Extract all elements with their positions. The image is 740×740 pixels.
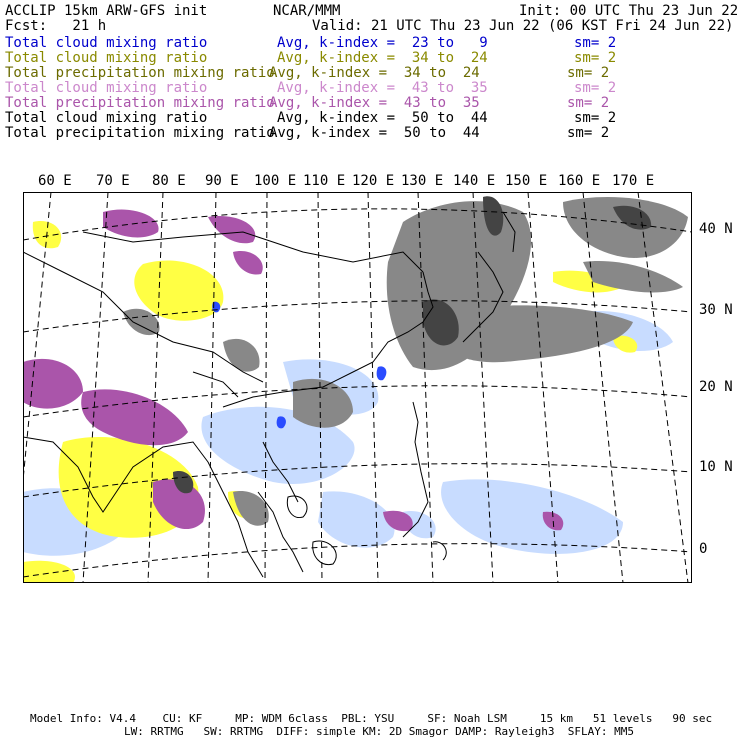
field-name: Total precipitation mixing ratio	[5, 125, 275, 141]
longitude-label: 110 E	[303, 173, 346, 189]
field-avg: Avg, k-index = 50 to 44	[277, 110, 488, 126]
longitude-label: 140 E	[453, 173, 496, 189]
longitude-label: 170 E	[612, 173, 655, 189]
field-name: Total cloud mixing ratio	[5, 80, 208, 96]
field-avg: Avg, k-index = 43 to 35	[277, 80, 488, 96]
field-name: Total cloud mixing ratio	[5, 110, 208, 126]
latitude-label: 0	[699, 541, 708, 557]
latitude-label: 20 N	[699, 379, 733, 395]
longitude-label: 160 E	[558, 173, 601, 189]
field-name: Total cloud mixing ratio	[5, 35, 208, 51]
forecast-hour: Fcst: 21 h	[5, 18, 107, 34]
longitude-label: 70 E	[96, 173, 130, 189]
valid-time: Valid: 21 UTC Thu 23 Jun 22 (06 KST Fri 24 Jun 22)	[312, 18, 734, 34]
model-info-line-1: Model Info: V4.4 CU: KF MP: WDM 6class PBL: YSU SF: Noah LSM 15 km 51 levels 90 sec	[30, 712, 713, 725]
latitude-label: 40 N	[699, 221, 733, 237]
longitude-label: 130 E	[401, 173, 444, 189]
longitude-label: 120 E	[352, 173, 395, 189]
field-sm: sm= 2	[574, 35, 617, 51]
longitude-label: 60 E	[38, 173, 72, 189]
init-time: Init: 00 UTC Thu 23 Jun 22	[519, 3, 739, 19]
latitude-label: 30 N	[699, 302, 733, 318]
organization-title: NCAR/MMM	[273, 3, 341, 19]
field-avg: Avg, k-index = 34 to 24	[269, 65, 480, 81]
field-sm: sm= 2	[574, 110, 617, 126]
longitude-label: 100 E	[254, 173, 297, 189]
longitude-label: 80 E	[152, 173, 186, 189]
field-name: Total precipitation mixing ratio	[5, 65, 275, 81]
longitude-label: 150 E	[505, 173, 548, 189]
field-avg: Avg, k-index = 50 to 44	[269, 125, 480, 141]
field-sm: sm= 2	[567, 65, 610, 81]
map-canvas	[23, 192, 692, 583]
field-name: Total precipitation mixing ratio	[5, 95, 275, 111]
forecast-map	[23, 192, 692, 583]
field-sm: sm= 2	[567, 95, 610, 111]
field-sm: sm= 2	[574, 50, 617, 66]
latitude-label: 10 N	[699, 459, 733, 475]
model-title: ACCLIP 15km ARW-GFS init	[5, 3, 208, 19]
model-info-line-2: LW: RRTMG SW: RRTMG DIFF: simple KM: 2D Smagor DAMP: Rayleigh3 SFLAY: MM5	[124, 725, 634, 738]
field-sm: sm= 2	[574, 80, 617, 96]
field-name: Total cloud mixing ratio	[5, 50, 208, 66]
field-sm: sm= 2	[567, 125, 610, 141]
field-avg: Avg, k-index = 34 to 24	[277, 50, 488, 66]
longitude-label: 90 E	[205, 173, 239, 189]
field-avg: Avg, k-index = 23 to 9	[277, 35, 488, 51]
field-avg: Avg, k-index = 43 to 35	[269, 95, 480, 111]
